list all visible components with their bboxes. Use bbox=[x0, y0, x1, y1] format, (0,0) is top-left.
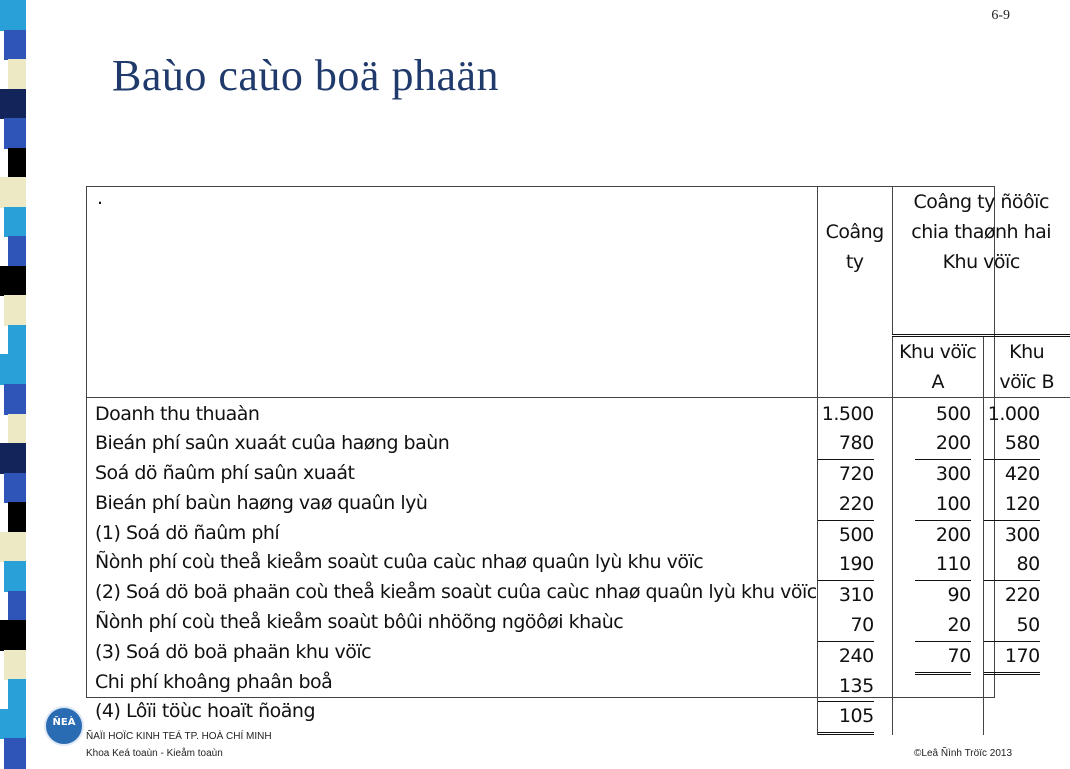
company-cell bbox=[818, 702, 874, 735]
region-a-cell bbox=[893, 704, 971, 734]
header-company bbox=[817, 187, 892, 397]
region-a-cell bbox=[893, 400, 971, 430]
strip-block bbox=[4, 384, 26, 415]
region-b-cell-value: 120 bbox=[984, 490, 1040, 521]
strip-block bbox=[4, 295, 26, 326]
header-split-label: Coâng ty ñöôïc chia thaønh hai Khu vöïc bbox=[911, 191, 1052, 273]
company-cell-value: 1.500 bbox=[821, 402, 874, 425]
region-a-cell bbox=[893, 490, 971, 521]
footer-copyright: ©Leâ Ñình Tröïc 2013 bbox=[914, 748, 1012, 759]
region-b-cell bbox=[984, 400, 1040, 430]
region-a-cell-value: 90 bbox=[947, 584, 971, 607]
strip-block bbox=[8, 236, 26, 267]
row-label: Bieán phí baùn haøng vaø quaûn lyù bbox=[95, 491, 428, 514]
company-cell bbox=[818, 429, 874, 460]
company-cell bbox=[818, 490, 874, 521]
strip-block bbox=[0, 266, 26, 297]
decorative-strip bbox=[0, 0, 40, 768]
company-cell-value: 105 bbox=[818, 702, 874, 735]
strip-block bbox=[8, 414, 26, 445]
strip-block bbox=[4, 473, 26, 504]
region-a-cell bbox=[893, 611, 971, 642]
region-a-column bbox=[892, 397, 983, 735]
company-cell bbox=[818, 642, 874, 672]
strip-block bbox=[0, 443, 26, 474]
row-label: (2) Soá dö boä phaän coù theå kieåm soaùt cuûa caùc nhaø quaûn lyù khu vöïc bbox=[95, 581, 817, 604]
footer-faculty: Khoa Keá toaùn - Kieåm toaùn bbox=[86, 748, 223, 759]
slide-title: Baùo caùo boä phaän bbox=[112, 51, 500, 100]
company-cell bbox=[818, 521, 874, 551]
company-cell-value: 190 bbox=[818, 550, 874, 581]
strip-block bbox=[0, 177, 26, 208]
header-region-b bbox=[983, 335, 1070, 397]
strip-block bbox=[4, 207, 26, 238]
region-b-cell bbox=[984, 460, 1040, 490]
region-a-cell bbox=[893, 460, 971, 490]
region-a-cell-value: 200 bbox=[935, 523, 971, 546]
row-label: (1) Soá dö ñaûm phí bbox=[95, 521, 280, 544]
region-a-cell bbox=[893, 642, 971, 675]
labels-column bbox=[87, 397, 817, 735]
region-b-cell bbox=[984, 704, 1040, 734]
company-column bbox=[817, 397, 892, 735]
row-label: (4) Lôïi töùc hoaït ñoäng bbox=[95, 700, 316, 723]
region-a-cell-value: 110 bbox=[915, 550, 971, 581]
strip-block bbox=[0, 532, 26, 563]
strip-block bbox=[8, 59, 26, 90]
row-label: (3) Soá dö boä phaän khu vöïc bbox=[95, 640, 372, 663]
header-region-a-label: Khu vöïc A bbox=[899, 340, 977, 393]
region-a-cell bbox=[893, 429, 971, 460]
region-b-cell-value: 50 bbox=[984, 611, 1040, 642]
strip-block bbox=[8, 502, 26, 533]
region-a-cell-value: 20 bbox=[915, 611, 971, 642]
region-a-cell-value: 200 bbox=[915, 429, 971, 460]
company-cell bbox=[818, 550, 874, 581]
row-label: Soá dö ñaûm phí saûn xuaát bbox=[95, 462, 355, 485]
row-label: Chi phí khoâng phaân boå bbox=[95, 670, 333, 693]
strip-block bbox=[8, 591, 26, 622]
strip-block bbox=[8, 325, 26, 356]
company-cell bbox=[818, 581, 874, 611]
strip-block bbox=[4, 30, 26, 61]
strip-block bbox=[4, 118, 26, 149]
company-cell-value: 500 bbox=[838, 523, 874, 546]
row-label: Doanh thu thuaàn bbox=[95, 402, 260, 425]
region-b-cell bbox=[984, 550, 1040, 581]
region-b-cell bbox=[984, 611, 1040, 642]
region-b-cell bbox=[984, 429, 1040, 460]
region-a-cell-value: 300 bbox=[935, 463, 971, 486]
company-cell-value: 220 bbox=[818, 490, 874, 521]
company-cell-value: 135 bbox=[818, 672, 874, 703]
region-a-cell bbox=[893, 550, 971, 581]
region-a-cell bbox=[893, 675, 971, 705]
region-b-cell bbox=[984, 490, 1040, 521]
company-cell-value: 780 bbox=[818, 429, 874, 460]
strip-block bbox=[0, 354, 26, 385]
strip-block bbox=[0, 0, 26, 31]
region-b-cell-value: 170 bbox=[984, 642, 1040, 675]
company-cell-value: 720 bbox=[838, 463, 874, 486]
company-cell bbox=[818, 672, 874, 703]
region-b-cell bbox=[984, 581, 1040, 611]
footer-university: ÑAÏI HOÏC KINH TEÁ TP. HOÀ CHÍ MINH bbox=[86, 731, 272, 742]
header-region-b-label: Khu vöïc B bbox=[999, 340, 1055, 393]
segment-report-table bbox=[86, 186, 1055, 728]
strip-block bbox=[4, 561, 26, 592]
company-cell-value: 70 bbox=[818, 611, 874, 642]
strip-block bbox=[4, 650, 26, 681]
region-a-cell-value: 500 bbox=[935, 402, 971, 425]
corner-mark: . bbox=[97, 187, 103, 209]
strip-block bbox=[0, 620, 26, 651]
slide-number: 6-9 bbox=[991, 8, 1010, 23]
company-cell bbox=[818, 611, 874, 642]
region-b-cell bbox=[984, 675, 1040, 705]
region-a-cell bbox=[893, 521, 971, 551]
header-region-a bbox=[892, 335, 983, 397]
company-cell bbox=[818, 400, 874, 430]
region-a-cell bbox=[893, 581, 971, 611]
company-cell-value: 240 bbox=[838, 644, 874, 667]
strip-block bbox=[0, 709, 26, 740]
region-b-cell-value: 580 bbox=[984, 429, 1040, 460]
region-a-cell-value: 100 bbox=[915, 490, 971, 521]
region-b-cell bbox=[984, 642, 1040, 675]
logo-text: ÑEÀ bbox=[52, 717, 76, 728]
row-label: Ñònh phí coù theå kieåm soaùt bôûi nhöõng ngöôøi khaùc bbox=[95, 611, 624, 634]
university-logo bbox=[44, 706, 84, 746]
region-b-cell-value: 1.000 bbox=[987, 402, 1040, 425]
strip-block bbox=[4, 738, 26, 769]
row-label: Bieán phí saûn xuaát cuûa haøng baùn bbox=[95, 432, 450, 455]
region-a-cell-value: 70 bbox=[915, 642, 971, 675]
strip-block bbox=[8, 679, 26, 710]
region-b-column bbox=[983, 397, 1070, 735]
company-cell-value: 310 bbox=[838, 584, 874, 607]
region-b-cell bbox=[984, 521, 1040, 551]
company-cell bbox=[818, 460, 874, 490]
region-b-cell-value: 220 bbox=[1004, 584, 1040, 607]
strip-block bbox=[0, 89, 26, 120]
region-b-cell-value: 80 bbox=[984, 550, 1040, 581]
strip-block bbox=[8, 148, 26, 179]
header-split bbox=[892, 187, 1070, 335]
region-b-cell-value: 420 bbox=[1004, 463, 1040, 486]
header-company-label: Coâng ty bbox=[825, 221, 884, 273]
header-corner bbox=[87, 187, 817, 397]
region-b-cell-value: 300 bbox=[1004, 523, 1040, 546]
row-label: Ñònh phí coù theå kieåm soaùt cuûa caùc nhaø quaûn lyù khu vöïc bbox=[95, 551, 704, 574]
